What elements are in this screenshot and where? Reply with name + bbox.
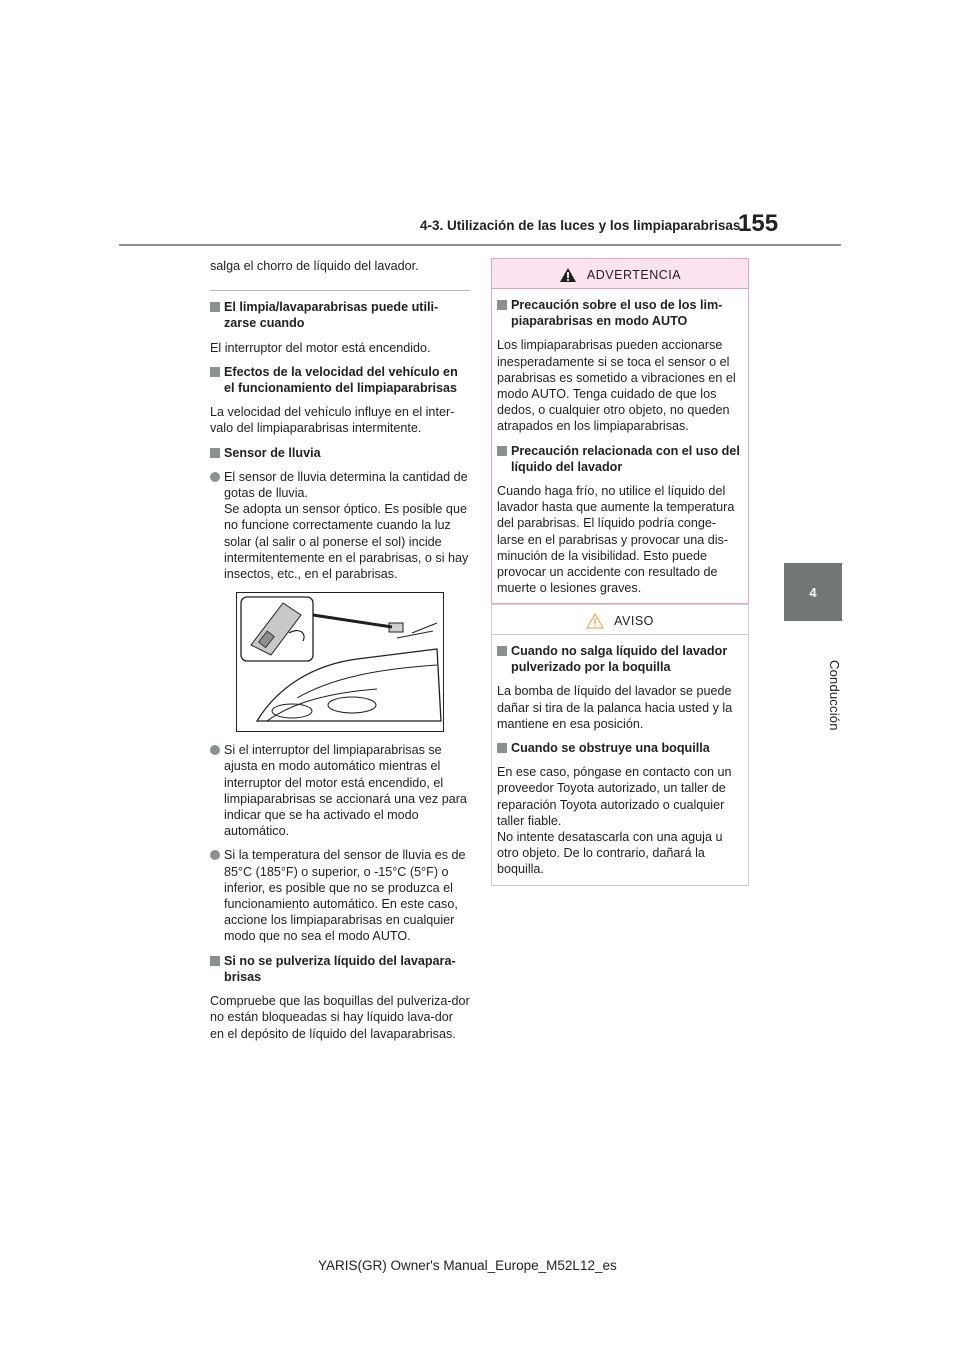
caution-triangle-icon — [586, 613, 604, 629]
warning-header — [492, 259, 748, 289]
page-number: 155 — [738, 210, 779, 237]
warning-triangle-icon — [559, 267, 577, 283]
heading-rain-sensor: Sensor de lluvia — [210, 445, 470, 461]
caution-text-part-1: En ese caso, póngase en contacto con un proveedor Toyota autorizado, un taller de reparación Toyota autorizado o cualquier taller fiable. — [497, 765, 732, 828]
warning-heading-washer-fluid: Precaución relacionada con el uso del líquido del lavador — [497, 443, 743, 475]
warning-label: ADVERTENCIA — [586, 267, 682, 282]
car-windshield-sensor-image — [237, 593, 443, 731]
footer-manual-id: YARIS(GR) Owner's Manual_Europe_M52L12_es — [318, 1258, 617, 1273]
chapter-number: 4 — [809, 584, 817, 600]
caution-label: AVISO — [614, 613, 654, 628]
warning-heading-auto-mode: Precaución sobre el uso de los lim-piaparabrisas en modo AUTO — [497, 297, 743, 329]
heading-no-washer-fluid: Si no se pulveriza líquido del lavapara-brisas — [210, 953, 470, 985]
heading-usable-when: El limpia/lavaparabrisas puede utili-zarse cuando — [210, 299, 470, 331]
text-no-washer-fluid: Compruebe que las boquillas del pulveriza-dor no están bloqueadas si hay líquido lava-dor en el depósito de líquido del lavaparabrisas. — [210, 994, 470, 1041]
text-usable-when: El interruptor del motor está encendido. — [210, 340, 431, 355]
rain-sensor-illustration — [236, 592, 444, 732]
warning-box — [491, 258, 749, 604]
caution-box — [491, 604, 749, 886]
warning-text-auto-mode: Los limpiaparabrisas pueden accionarse inesperadamente si se toca el sensor o el parabrisas es sometido a vibraciones en el modo AUTO. Tenga cuidado de que los dedos, o cualquier otro objeto, no queden atrapados en los limpiaparabrisas. — [497, 338, 736, 434]
bullet-rain-sensor-2: Si el interruptor del limpiaparabrisas se ajusta en modo automático mientras el interruptor del motor está encendido, el limpiaparabrisas se accionará una vez para indicar que se ha activado el modo automático. — [210, 742, 470, 839]
section-title: 4-3. Utilización de las luces y los limpiaparabrisas — [420, 218, 741, 233]
warning-text-washer-fluid: Cuando haga frío, no utilice el líquido del lavador hasta que aumente la temperatura del parabrisas. El líquido podría conge-larse en el parabrisas y provocar una dis-minución de la visibilidad. Esto puede provocar un accidente con resultado de muerte o lesiones graves. — [497, 484, 735, 596]
left-column — [210, 258, 470, 1050]
caution-text-no-spray: La bomba de líquido del lavador se puede dañar si tira de la palanca hacia usted y la mantiene en esa posición. — [497, 684, 733, 731]
heading-speed-effects: Efectos de la velocidad del vehículo en el funcionamiento del limpiaparabrisas — [210, 364, 470, 396]
bullet-text: El sensor de lluvia determina la cantidad de gotas de lluvia. — [224, 469, 468, 501]
chapter-tab — [784, 563, 842, 621]
text-speed-effects: La velocidad del vehículo influye en el inter-valo del limpiaparabrisas intermitente. — [210, 405, 455, 436]
intro-text: salga el chorro de líquido del lavador. — [210, 259, 419, 273]
column-divider — [210, 290, 470, 291]
bullet-rain-sensor-1 — [210, 469, 470, 582]
caution-text-part-2: No intente desatascarla con una aguja u otro objeto. De lo contrario, dañará la boquilla. — [497, 830, 723, 877]
caution-header — [492, 605, 748, 635]
chapter-label: Conducción — [827, 660, 842, 731]
caution-heading-no-spray: Cuando no salga líquido del lavador pulverizado por la boquilla — [497, 643, 743, 675]
bullet-rain-sensor-3: Si la temperatura del sensor de lluvia es de 85°C (185°F) o superior, o -15°C (5°F) o inferior, es posible que no se produzca el funcionamiento automático. En este caso, accione los limpiaparabrisas en cualquier modo que no sea el modo AUTO. — [210, 847, 470, 944]
caution-text-clogged-nozzle — [497, 764, 743, 877]
warning-body — [492, 289, 748, 603]
header-divider — [119, 244, 841, 246]
bullet-text-continued: Se adopta un sensor óptico. Es posible que no funcione correctamente cuando la luz solar (al salir o al ponerse el sol) incide intermitentemente en el parabrisas, o si hay insectos, etc., en el parabrisas. — [224, 502, 469, 582]
caution-body — [492, 635, 748, 885]
caution-heading-clogged-nozzle: Cuando se obstruye una boquilla — [497, 740, 743, 756]
